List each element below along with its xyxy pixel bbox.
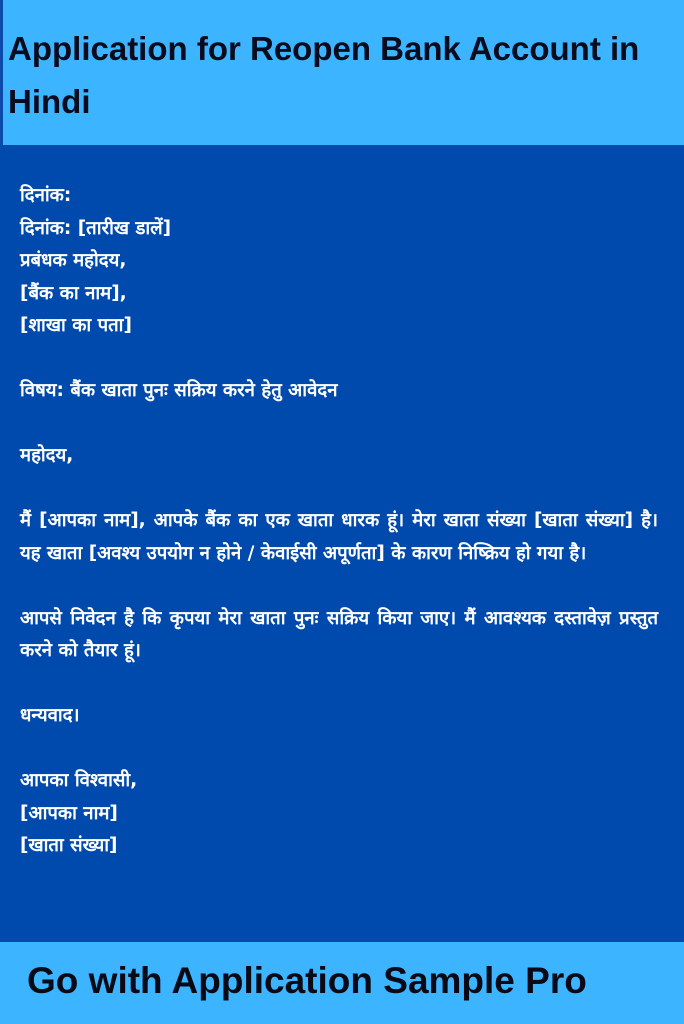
blank-line	[20, 343, 658, 376]
letter-bank-name: [बैंक का नाम],	[20, 282, 127, 304]
letter-date-heading: दिनांक:	[20, 185, 72, 206]
letter-paragraph-1: मैं [आपका नाम], आपके बैंक का एक खाता धारक हूं। मेरा खाता संख्या [खाता संख्या] है। यह खाता [अवश्य उपयोग न होने / केवाईसी अपूर्णता] के कारण निष्क्रिय हो गया है।	[20, 510, 665, 564]
letter-paragraph-2: आपसे निवेदन है कि कृपया मेरा खाता पुनः सक्रिय किया जाए। मैं आवश्यक दस्तावेज़ प्रस्तुत करने को तैयार हूं।	[20, 607, 665, 661]
letter-closing: आपका विश्वासी,	[20, 770, 138, 791]
letter-branch-address: [शाखा का पता]	[20, 315, 132, 336]
blank-line	[20, 668, 658, 701]
letter-signature-name: [आपका नाम]	[20, 802, 118, 824]
letter-recipient: प्रबंधक महोदय,	[20, 250, 127, 271]
blank-line	[20, 570, 658, 603]
blank-line	[20, 408, 658, 441]
page-title: Application for Reopen Bank Account in Hindi	[8, 30, 640, 120]
letter-panel	[0, 145, 684, 942]
letter-date-line: दिनांक: [तारीख डालें]	[20, 217, 172, 239]
letter-signature-account: [खाता संख्या]	[20, 835, 118, 856]
blank-line	[20, 733, 658, 766]
footer-banner	[0, 942, 684, 1024]
header-banner	[0, 0, 684, 145]
letter-subject: विषय: बैंक खाता पुनः सक्रिय करने हेतु आवेदन	[20, 380, 338, 401]
letter-thanks: धन्यवाद।	[20, 705, 80, 726]
footer-brand-text: Go with Application Sample Pro	[27, 960, 587, 1001]
blank-line	[20, 473, 658, 506]
letter-salutation: महोदय,	[20, 445, 74, 466]
